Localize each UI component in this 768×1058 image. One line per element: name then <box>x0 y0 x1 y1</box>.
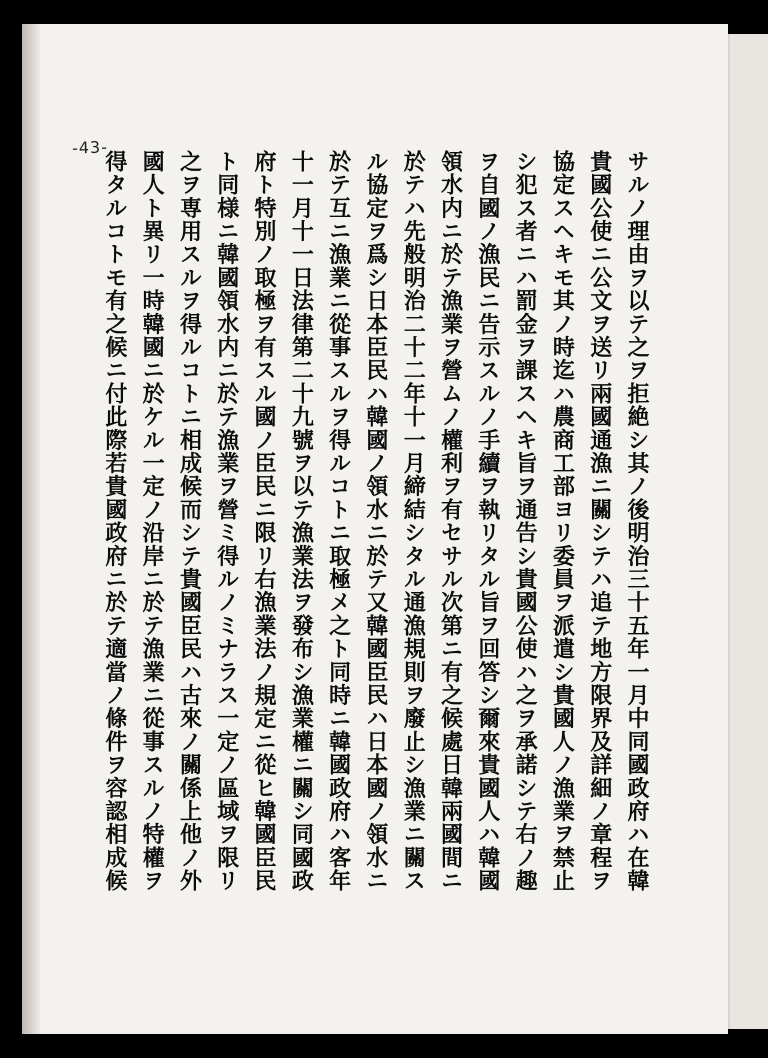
text-column: 貴國公使ニ公文ヲ送リ兩國通漁ニ關シテハ追テ地方限界及詳細ノ章程ヲ <box>586 150 613 893</box>
page-gutter <box>22 24 40 1034</box>
text-column: ル協定ヲ爲シ日本臣民ハ韓國ノ領水ニ於テ又韓國臣民ハ日本國ノ領水ニ <box>362 150 389 893</box>
adjacent-page-edge <box>728 34 768 1029</box>
text-column: シ犯ス者ニハ罰金ヲ課スヘキ旨ヲ通告シ貴國公使ハ之ヲ承諾シテ右ノ趣 <box>512 150 539 893</box>
text-column: 協定スヘキモ其ノ時迄ハ農商工部ヨリ委員ヲ派遣シ貴國人ノ漁業ヲ禁止 <box>549 150 576 893</box>
text-column: 領水内ニ於テ漁業ヲ營ムノ權利ヲ有セサル次第ニ有之候處日韓兩國間ニ <box>437 150 464 893</box>
vertical-text-body <box>95 150 655 990</box>
text-column: 國人ト異リ一時韓國ニ於ケル一定ノ沿岸ニ於テ漁業ニ從事スルノ特權ヲ <box>139 150 166 893</box>
text-column: 之ヲ専用スルヲ得ルコトニ相成候而シテ貴國臣民ハ古來ノ關係上他ノ外 <box>176 150 203 893</box>
text-column: ヲ自國ノ漁民ニ告示スルノ手續ヲ執リタル旨ヲ回答シ爾來貴國人ハ韓國 <box>474 150 501 893</box>
text-column: 十一月十一日法律第二十九號ヲ以テ漁業法ヲ發布シ漁業權ニ關シ同國政 <box>288 150 315 893</box>
text-column: ト同様ニ韓國領水内ニ於テ漁業ヲ營ミ得ルノミナラス一定ノ區域ヲ限リ <box>213 150 240 893</box>
text-column: 得タルコトモ有之候ニ付此際若貴國政府ニ於テ適當ノ條件ヲ容認相成候 <box>101 150 128 893</box>
text-column: サルノ理由ヲ以テ之ヲ拒絶シ其ノ後明治三十五年一月中同國政府ハ在韓 <box>624 150 650 893</box>
page-number: -43- <box>71 137 109 158</box>
text-column: 於テハ先般明治二十二年十一月締結シタル通漁規則ヲ廢止シ漁業ニ關ス <box>400 150 427 893</box>
text-column: 於テ互ニ漁業ニ從事スルヲ得ルコトニ取極メ之ト同時ニ韓國政府ハ客年 <box>325 150 352 893</box>
text-column: 府ト特別ノ取極ヲ有スル國ノ臣民ニ限リ右漁業法ノ規定ニ從ヒ韓國臣民 <box>251 150 278 893</box>
